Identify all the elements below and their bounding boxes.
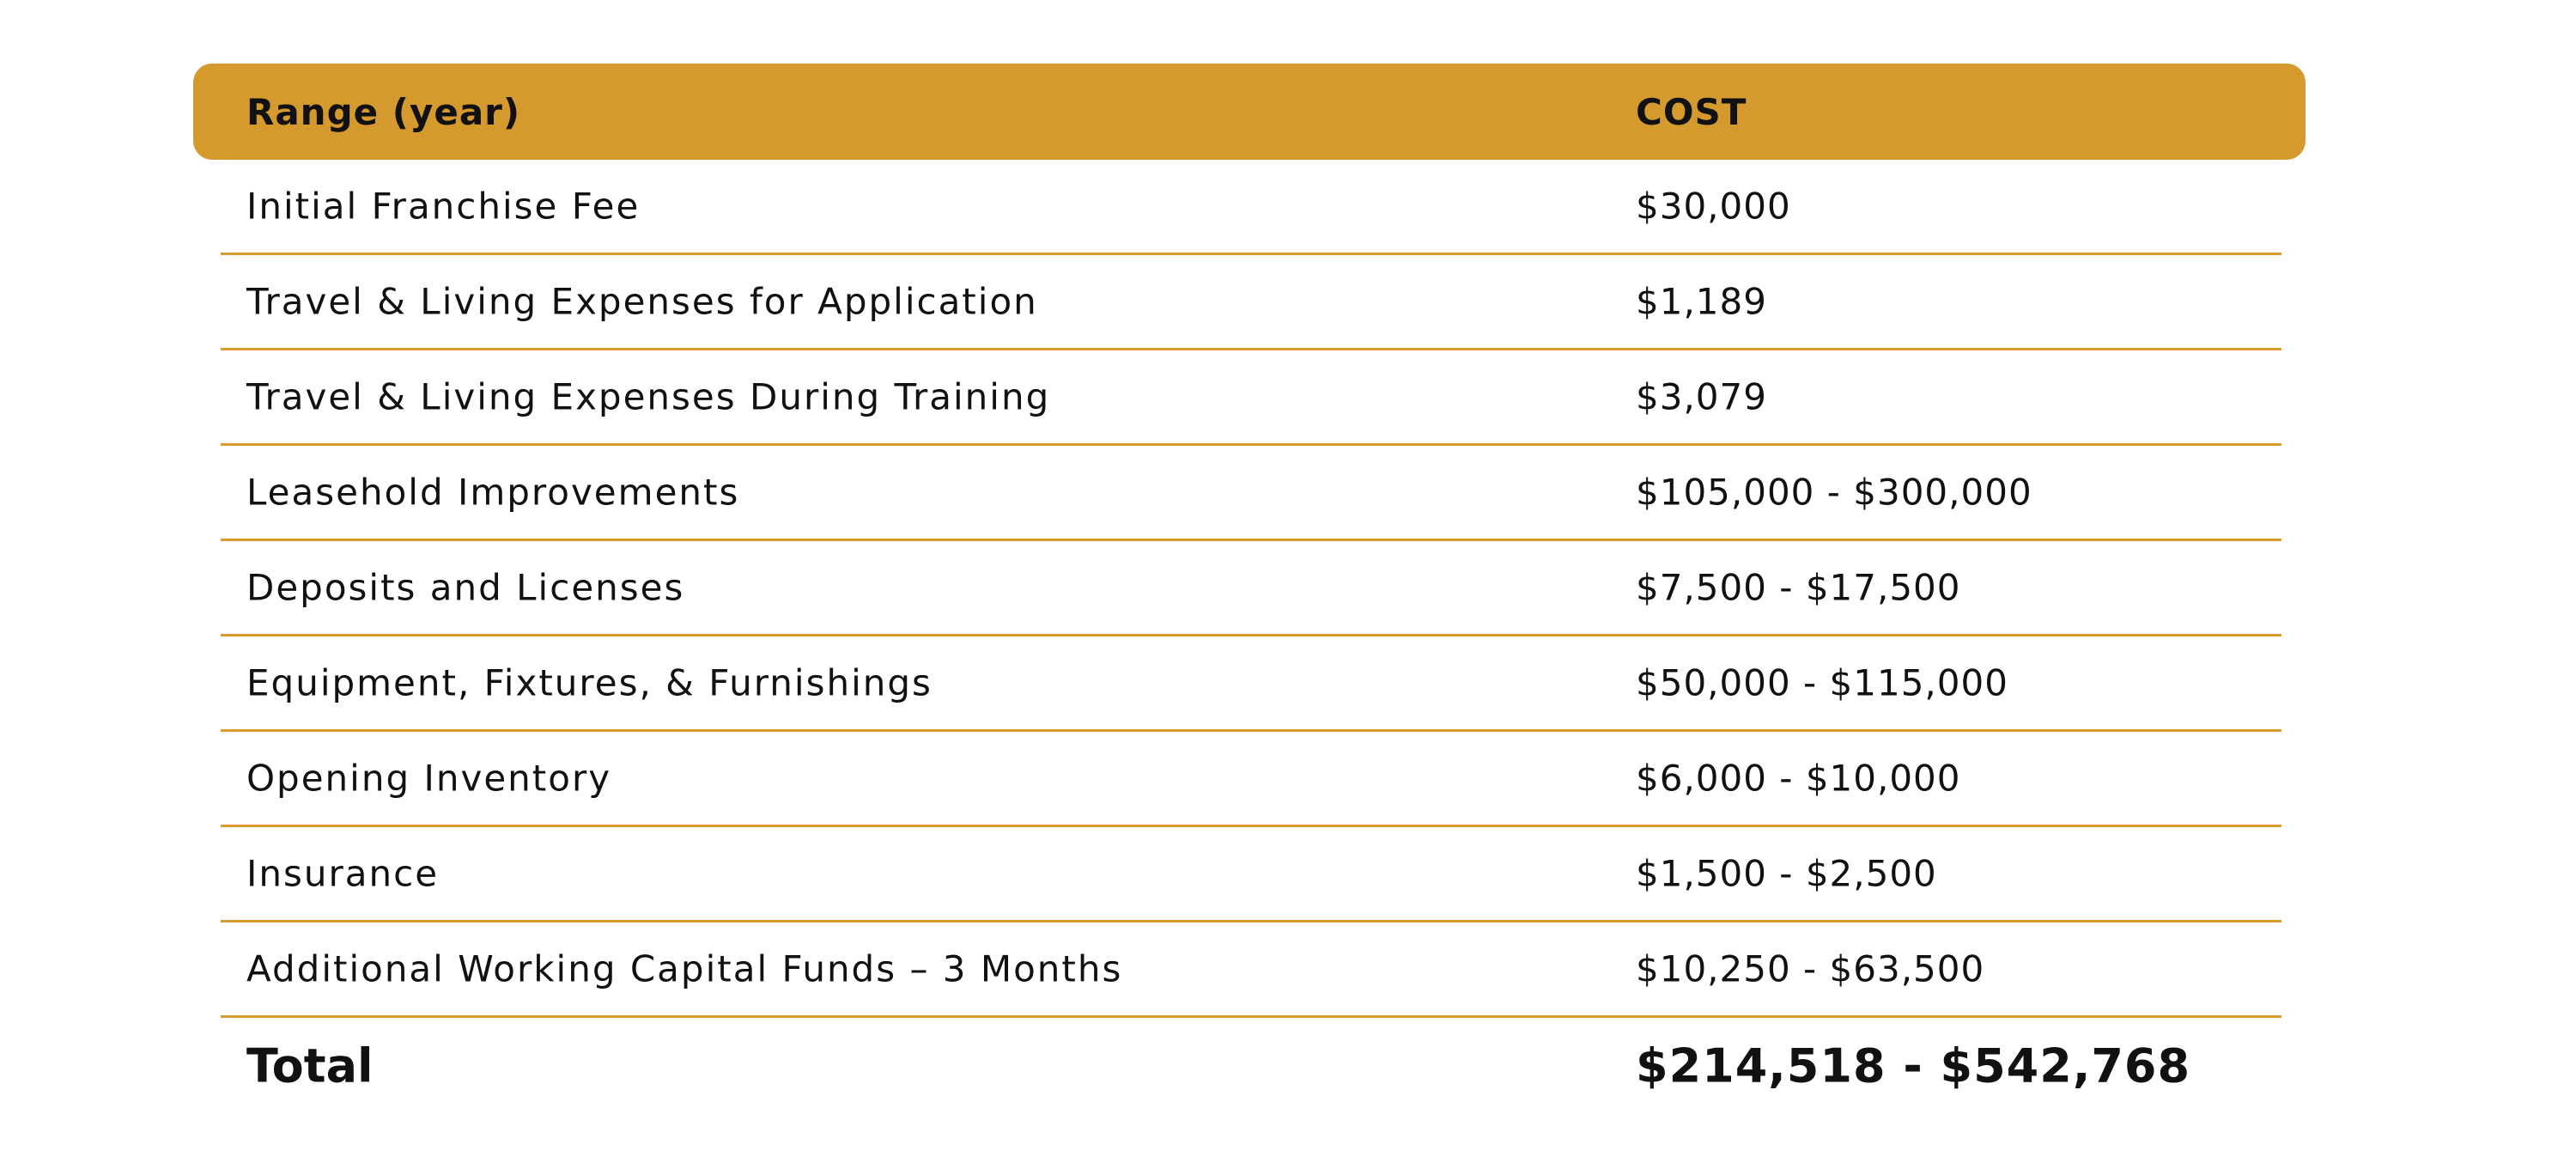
row-cost: $1,500 - $2,500: [1636, 852, 1937, 895]
table-row: [221, 255, 2281, 350]
row-cost: $6,000 - $10,000: [1636, 757, 1961, 800]
row-cost: $50,000 - $115,000: [1636, 661, 2008, 704]
row-label: Travel & Living Expenses During Training: [246, 375, 1051, 418]
row-label: Insurance: [246, 852, 440, 895]
table-row: [221, 732, 2281, 827]
row-label: Leasehold Improvements: [246, 471, 740, 514]
total-cost: $214,518 - $542,768: [1636, 1038, 2191, 1093]
table-row: [221, 446, 2281, 541]
cost-table: [193, 64, 2306, 1114]
table-row: [221, 541, 2281, 636]
table-row: [221, 350, 2281, 446]
total-label: Total: [246, 1038, 374, 1093]
row-cost: $1,189: [1636, 280, 1767, 323]
table-row: [221, 827, 2281, 922]
row-label: Equipment, Fixtures, & Furnishings: [246, 661, 933, 704]
total-row: [221, 1018, 2281, 1114]
row-label: Deposits and Licenses: [246, 566, 685, 609]
table-row: [221, 160, 2281, 255]
table-row: [221, 636, 2281, 732]
row-label: Travel & Living Expenses for Application: [246, 280, 1038, 323]
row-cost: $7,500 - $17,500: [1636, 566, 1961, 609]
table-body: [221, 160, 2281, 1114]
row-label: Opening Inventory: [246, 757, 612, 800]
row-cost: $10,250 - $63,500: [1636, 947, 1985, 990]
header-cost: COST: [1636, 90, 1747, 133]
header-range-year: Range (year): [246, 90, 521, 133]
row-cost: $3,079: [1636, 375, 1767, 418]
row-cost: $30,000: [1636, 185, 1791, 228]
row-label: Additional Working Capital Funds – 3 Months: [246, 947, 1123, 990]
table-header: [193, 64, 2306, 160]
table-row: [221, 922, 2281, 1018]
row-cost: $105,000 - $300,000: [1636, 471, 2032, 514]
row-label: Initial Franchise Fee: [246, 185, 641, 228]
